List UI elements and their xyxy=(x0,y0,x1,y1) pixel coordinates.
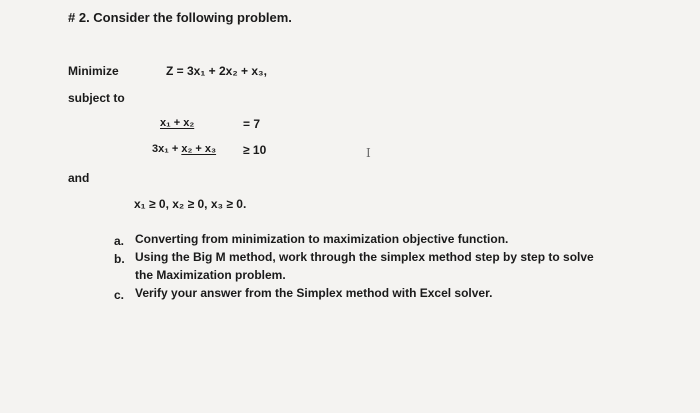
constraint-2-rhs: ≥ 10 xyxy=(243,143,267,157)
problem-title: # 2. Consider the following problem. xyxy=(68,10,292,25)
task-b-marker: b. xyxy=(114,252,125,266)
task-a-text: Converting from minimization to maximization objective function. xyxy=(135,232,509,246)
subject-to-label: subject to xyxy=(68,91,125,105)
constraint-2-lhs-underlined: x₂ + x₃ xyxy=(181,143,217,155)
task-c-marker: c. xyxy=(114,288,125,302)
objective-function: Z = 3x₁ + 2x₂ + x₃, xyxy=(166,64,267,78)
constraint-2-lhs xyxy=(152,143,216,155)
task-b-text: Using the Big M method, work through the simplex method step by step to solve the Maximization problem. xyxy=(135,250,594,282)
nonnegativity-constraints: x₁ ≥ 0, x₂ ≥ 0, x₃ ≥ 0. xyxy=(134,197,247,211)
text-cursor-icon: I xyxy=(366,146,371,160)
constraint-2-lhs-term: 3x₁ + xyxy=(152,143,182,155)
task-c-text: Verify your answer from the Simplex method with Excel solver. xyxy=(135,286,493,300)
minimize-label: Minimize xyxy=(68,64,119,78)
and-label: and xyxy=(68,171,90,185)
constraint-1-rhs: = 7 xyxy=(243,117,261,131)
task-a-marker: a. xyxy=(114,234,125,248)
constraint-1-lhs: x₁ + x₂ xyxy=(160,117,195,129)
